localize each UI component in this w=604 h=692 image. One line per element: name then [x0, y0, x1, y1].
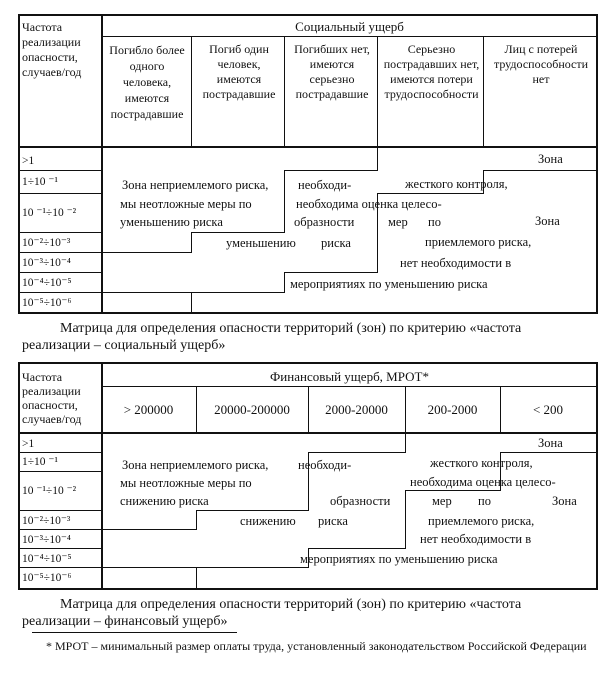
footnote: * МРОТ – минимальный размер оплаты труда, установленный законодательством Российской Федерации — [46, 639, 587, 653]
social-damage-header: Социальный ущерб — [295, 19, 404, 34]
zone-text: снижению — [240, 514, 296, 528]
zone-text: мероприятиях по уменьшению риска — [300, 552, 498, 566]
col-header-one-dead: Погиб один человек, имеются пострадавшие — [202, 42, 276, 101]
freq-row-label: 10 ⁻¹÷10 ⁻² — [22, 485, 77, 497]
zone-text: по — [478, 494, 491, 508]
freq-row-label: 10⁻⁵÷10⁻⁶ — [22, 297, 72, 309]
freq-row-label: 10 ⁻¹÷10 ⁻² — [22, 207, 77, 219]
zone-text: жесткого контроля, — [405, 177, 508, 191]
footnote-rule — [32, 632, 237, 633]
zone-text: мер — [432, 494, 452, 508]
freq-row-label: >1 — [22, 438, 35, 450]
zone-text: нет необходимости в — [420, 532, 532, 546]
zone-text: необходима оценка целесо- — [296, 197, 442, 211]
zone-text: Зона неприемлемого риска, — [122, 178, 269, 192]
freq-row-label: >1 — [22, 155, 35, 167]
table-caption: Матрица для определения опасности территорий (зон) по критерию «частота реализации – финансовый ущерб» — [22, 597, 522, 629]
zone-text: Зона — [538, 152, 563, 166]
freq-row-label: 1÷10 ⁻¹ — [22, 176, 58, 188]
zone-text: необходи- — [298, 178, 352, 192]
zone-text: образности — [294, 215, 355, 229]
zone-text: жесткого контроля, — [430, 456, 533, 470]
table-caption: Матрица для определения опасности территорий (зон) по критерию «частота реализации – социальный ущерб» — [22, 321, 522, 353]
zone-text: приемлемого риска, — [428, 514, 535, 528]
freq-header: Частота реализации опасности, случаев/год — [22, 20, 82, 79]
freq-row-label: 10⁻⁵÷10⁻⁶ — [22, 572, 72, 584]
zone-text: мы неотложные меры по — [120, 197, 252, 211]
freq-row-label: 10⁻⁴÷10⁻⁵ — [22, 553, 72, 565]
zone-text: риска — [321, 236, 351, 250]
freq-row-label: 10⁻²÷10⁻³ — [22, 515, 71, 527]
zone-text: необходи- — [298, 458, 352, 472]
zone-text: мероприятиях по уменьшению риска — [290, 277, 488, 291]
col-header-over-200000: > 200000 — [123, 402, 174, 417]
freq-row-label: 10⁻³÷10⁻⁴ — [22, 257, 71, 269]
col-header-20000-200000: 20000-200000 — [214, 402, 290, 417]
col-header-no-dead: Погибших нет, имеются серьезно пострадавшие — [294, 42, 370, 101]
freq-header: Частота реализации опасности, случаев/год — [22, 370, 82, 426]
zone-text: приемлемого риска, — [425, 235, 532, 249]
col-header-200-2000: 200-2000 — [427, 402, 478, 417]
zone-text: по — [428, 215, 441, 229]
col-header-under-200: < 200 — [532, 402, 564, 417]
col-header-2000-20000: 2000-20000 — [325, 402, 388, 417]
freq-row-label: 10⁻³÷10⁻⁴ — [22, 534, 71, 546]
freq-row-label: 10⁻⁴÷10⁻⁵ — [22, 277, 72, 289]
financial-damage-header: Финансовый ущерб, МРОТ* — [270, 369, 429, 384]
zone-text: снижению риска — [120, 494, 209, 508]
zone-text: Зона — [535, 214, 560, 228]
zone-text: образности — [330, 494, 391, 508]
zone-text: необходима оценка целесо- — [410, 475, 556, 489]
col-header-no-loss: Лиц с потерей трудоспособности нет — [493, 42, 589, 86]
freq-row-label: 10⁻²÷10⁻³ — [22, 237, 71, 249]
zone-text: уменьшению — [226, 236, 296, 250]
zone-text: мы неотложные меры по — [120, 476, 252, 490]
col-header-many-dead: Погибло более одного человека, имеются пострадавшие — [109, 43, 185, 121]
zone-text: Зона неприемлемого риска, — [122, 458, 269, 472]
zone-text: Зона — [552, 494, 577, 508]
freq-row-label: 1÷10 ⁻¹ — [22, 456, 58, 468]
col-header-no-serious: Серьезно пострадавших нет, имеются потери трудоспособности — [383, 42, 480, 101]
zone-text: риска — [318, 514, 348, 528]
zone-text: нет необходимости в — [400, 256, 512, 270]
zone-text: мер — [388, 215, 408, 229]
zone-text: Зона — [538, 436, 563, 450]
zone-text: уменьшению риска — [120, 215, 223, 229]
